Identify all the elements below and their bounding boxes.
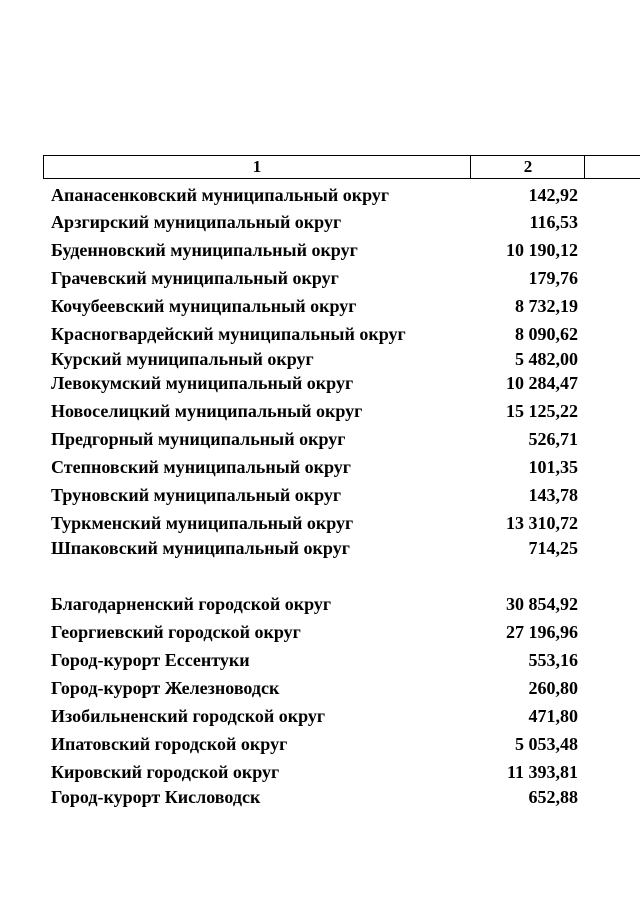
district-value: 526,71 xyxy=(528,429,578,449)
district-name: Шпаковский муниципальный округ xyxy=(51,538,350,558)
district-name: Город-курорт Ессентуки xyxy=(51,650,250,670)
table-row xyxy=(0,427,640,451)
district-name: Туркменский муниципальный округ xyxy=(51,513,354,533)
district-value: 8 732,19 xyxy=(515,296,578,316)
table-row xyxy=(0,483,640,507)
district-value: 15 125,22 xyxy=(506,401,578,421)
district-name: Буденновский муниципальный округ xyxy=(51,240,358,260)
district-value: 260,80 xyxy=(528,678,578,698)
district-name: Труновский муниципальный округ xyxy=(51,485,342,505)
district-name: Степновский муниципальный округ xyxy=(51,457,351,477)
district-name: Арзгирский муниципальный округ xyxy=(51,212,342,232)
district-name: Красногвардейский муниципальный округ xyxy=(51,324,406,344)
district-name: Левокумский муниципальный округ xyxy=(51,373,354,393)
district-name: Ипатовский городской округ xyxy=(51,734,288,754)
district-name: Новоселицкий муниципальный округ xyxy=(51,401,363,421)
table-row xyxy=(0,620,640,644)
table-row xyxy=(0,648,640,672)
district-value: 5 053,48 xyxy=(515,734,578,754)
district-value: 5 482,00 xyxy=(515,349,578,369)
table-row xyxy=(0,322,640,346)
district-value: 13 310,72 xyxy=(506,513,578,533)
table-row xyxy=(0,347,640,371)
district-value: 142,92 xyxy=(528,185,578,205)
district-value: 553,16 xyxy=(528,650,578,670)
district-name: Благодарненский городской округ xyxy=(51,594,332,614)
district-value: 471,80 xyxy=(528,706,578,726)
table-row xyxy=(0,760,640,784)
district-value: 30 854,92 xyxy=(506,594,578,614)
district-value: 10 284,47 xyxy=(506,373,578,393)
header-col-1: 1 xyxy=(252,157,262,176)
district-name: Курский муниципальный округ xyxy=(51,349,314,369)
table-row xyxy=(0,266,640,290)
header-col-2: 2 xyxy=(470,156,585,178)
header-col-3 xyxy=(584,156,640,178)
district-value: 101,35 xyxy=(528,457,578,477)
table-row xyxy=(0,536,640,560)
table-row xyxy=(0,732,640,756)
table-row xyxy=(0,676,640,700)
district-name: Апанасенковский муниципальный округ xyxy=(51,185,390,205)
district-name: Кировский городской округ xyxy=(51,762,280,782)
table-row xyxy=(0,183,640,207)
table-row xyxy=(0,399,640,423)
district-name: Георгиевский городской округ xyxy=(51,622,301,642)
table-row xyxy=(0,238,640,262)
district-value: 10 190,12 xyxy=(506,240,578,260)
district-name: Город-курорт Железноводск xyxy=(51,678,280,698)
table-row xyxy=(0,455,640,479)
table-row xyxy=(0,592,640,616)
district-value: 179,76 xyxy=(528,268,578,288)
district-value: 143,78 xyxy=(528,485,578,505)
table-row xyxy=(0,704,640,728)
district-name: Грачевский муниципальный округ xyxy=(51,268,339,288)
table-row xyxy=(0,785,640,809)
district-value: 714,25 xyxy=(528,538,578,558)
district-name: Кочубеевский муниципальный округ xyxy=(51,296,357,316)
district-value: 11 393,81 xyxy=(506,762,578,782)
district-value: 8 090,62 xyxy=(515,324,578,344)
district-name: Предгорный муниципальный округ xyxy=(51,429,346,449)
district-value: 652,88 xyxy=(528,787,578,807)
table-row xyxy=(0,371,640,395)
district-value: 116,53 xyxy=(529,212,578,232)
district-value: 27 196,96 xyxy=(506,622,578,642)
table-row xyxy=(0,210,640,234)
table-row xyxy=(0,511,640,535)
table-header xyxy=(43,155,640,179)
table-row xyxy=(0,294,640,318)
district-name: Город-курорт Кисловодск xyxy=(51,787,261,807)
district-name: Изобильненский городской округ xyxy=(51,706,326,726)
